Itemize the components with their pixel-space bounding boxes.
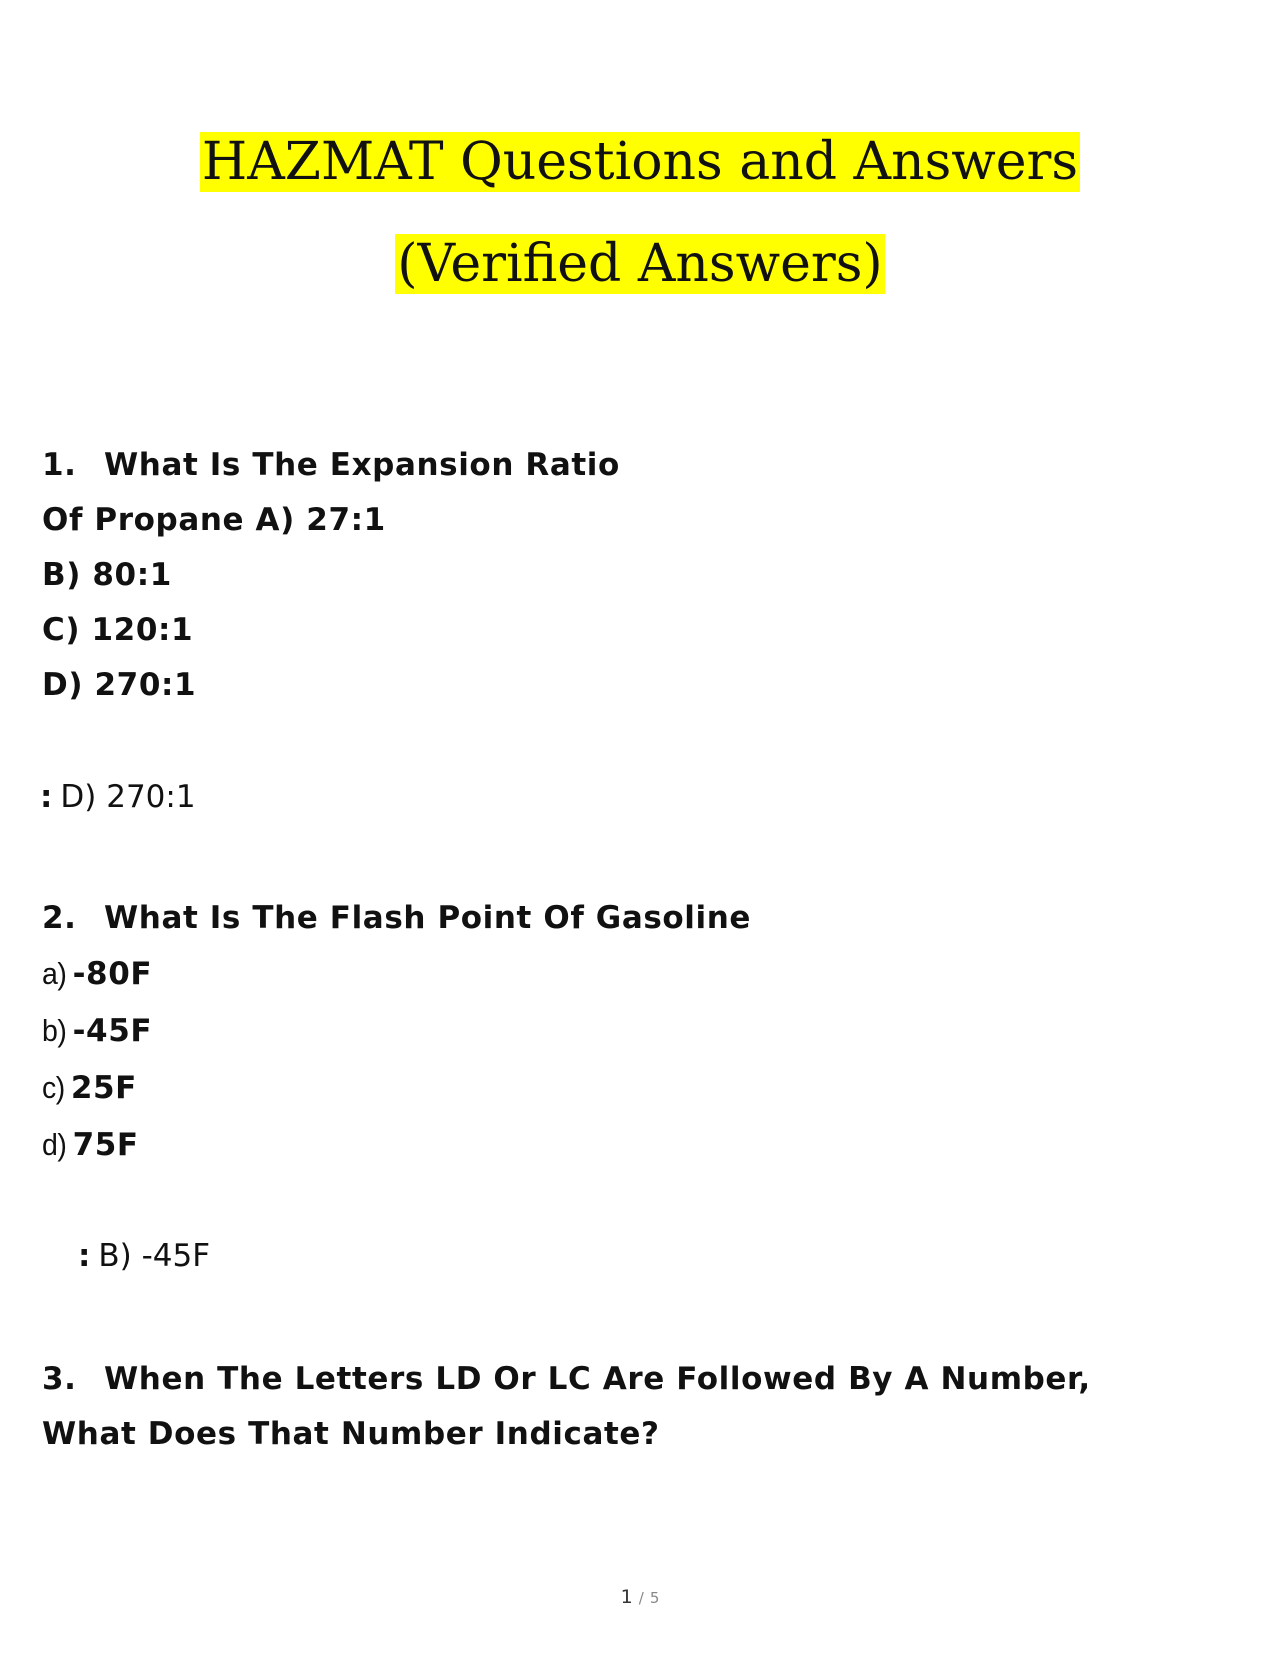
- option-value: 75F: [72, 1127, 139, 1163]
- option-value: -45F: [72, 1013, 153, 1049]
- current-page: 1: [620, 1586, 633, 1608]
- question-3-line-2: What Does That Number Indicate?: [42, 1416, 660, 1452]
- question-1-option-b: B) 80:1: [42, 557, 172, 593]
- answer-colon: :: [40, 779, 53, 815]
- answer-colon: :: [78, 1238, 91, 1274]
- question-2-option-b: [42, 1013, 152, 1049]
- question-1-line-2: Of Propane A) 27:1: [42, 502, 386, 538]
- option-value: -80F: [72, 956, 153, 992]
- question-1-answer: [40, 779, 196, 815]
- answer-text: D) 270:1: [60, 779, 196, 815]
- question-1-option-c: C) 120:1: [42, 612, 194, 648]
- question-2-option-c: [42, 1070, 137, 1106]
- question-2-option-a: [42, 956, 152, 992]
- total-pages: 5: [649, 1589, 660, 1607]
- option-letter: d): [42, 1127, 67, 1162]
- title-line-2: (Verified Answers): [397, 234, 883, 294]
- title-line-1: HAZMAT Questions and Answers: [201, 132, 1079, 192]
- document-title: [0, 128, 1280, 298]
- page-separator: /: [638, 1589, 644, 1607]
- option-value: 25F: [70, 1070, 137, 1106]
- question-1-line-1: [42, 447, 620, 483]
- question-1-text: What Is The Expansion Ratio: [104, 447, 620, 483]
- page-indicator: [0, 1586, 1280, 1608]
- question-2-option-d: [42, 1127, 139, 1163]
- option-letter: b): [42, 1013, 67, 1048]
- question-2-answer: [78, 1238, 210, 1274]
- option-letter: a): [42, 956, 67, 991]
- question-1-option-d: D) 270:1: [42, 667, 197, 703]
- question-2-number: 2.: [42, 900, 77, 936]
- question-3-number: 3.: [42, 1361, 77, 1397]
- question-3-line-1: [42, 1361, 1091, 1397]
- question-2-text: What Is The Flash Point Of Gasoline: [104, 900, 752, 936]
- question-3-text: When The Letters LD Or LC Are Followed By A Number,: [104, 1361, 1091, 1397]
- question-1-number: 1.: [42, 447, 77, 483]
- option-letter: c): [42, 1070, 65, 1105]
- answer-text: B) -45F: [98, 1238, 211, 1274]
- question-2-line-1: [42, 900, 751, 936]
